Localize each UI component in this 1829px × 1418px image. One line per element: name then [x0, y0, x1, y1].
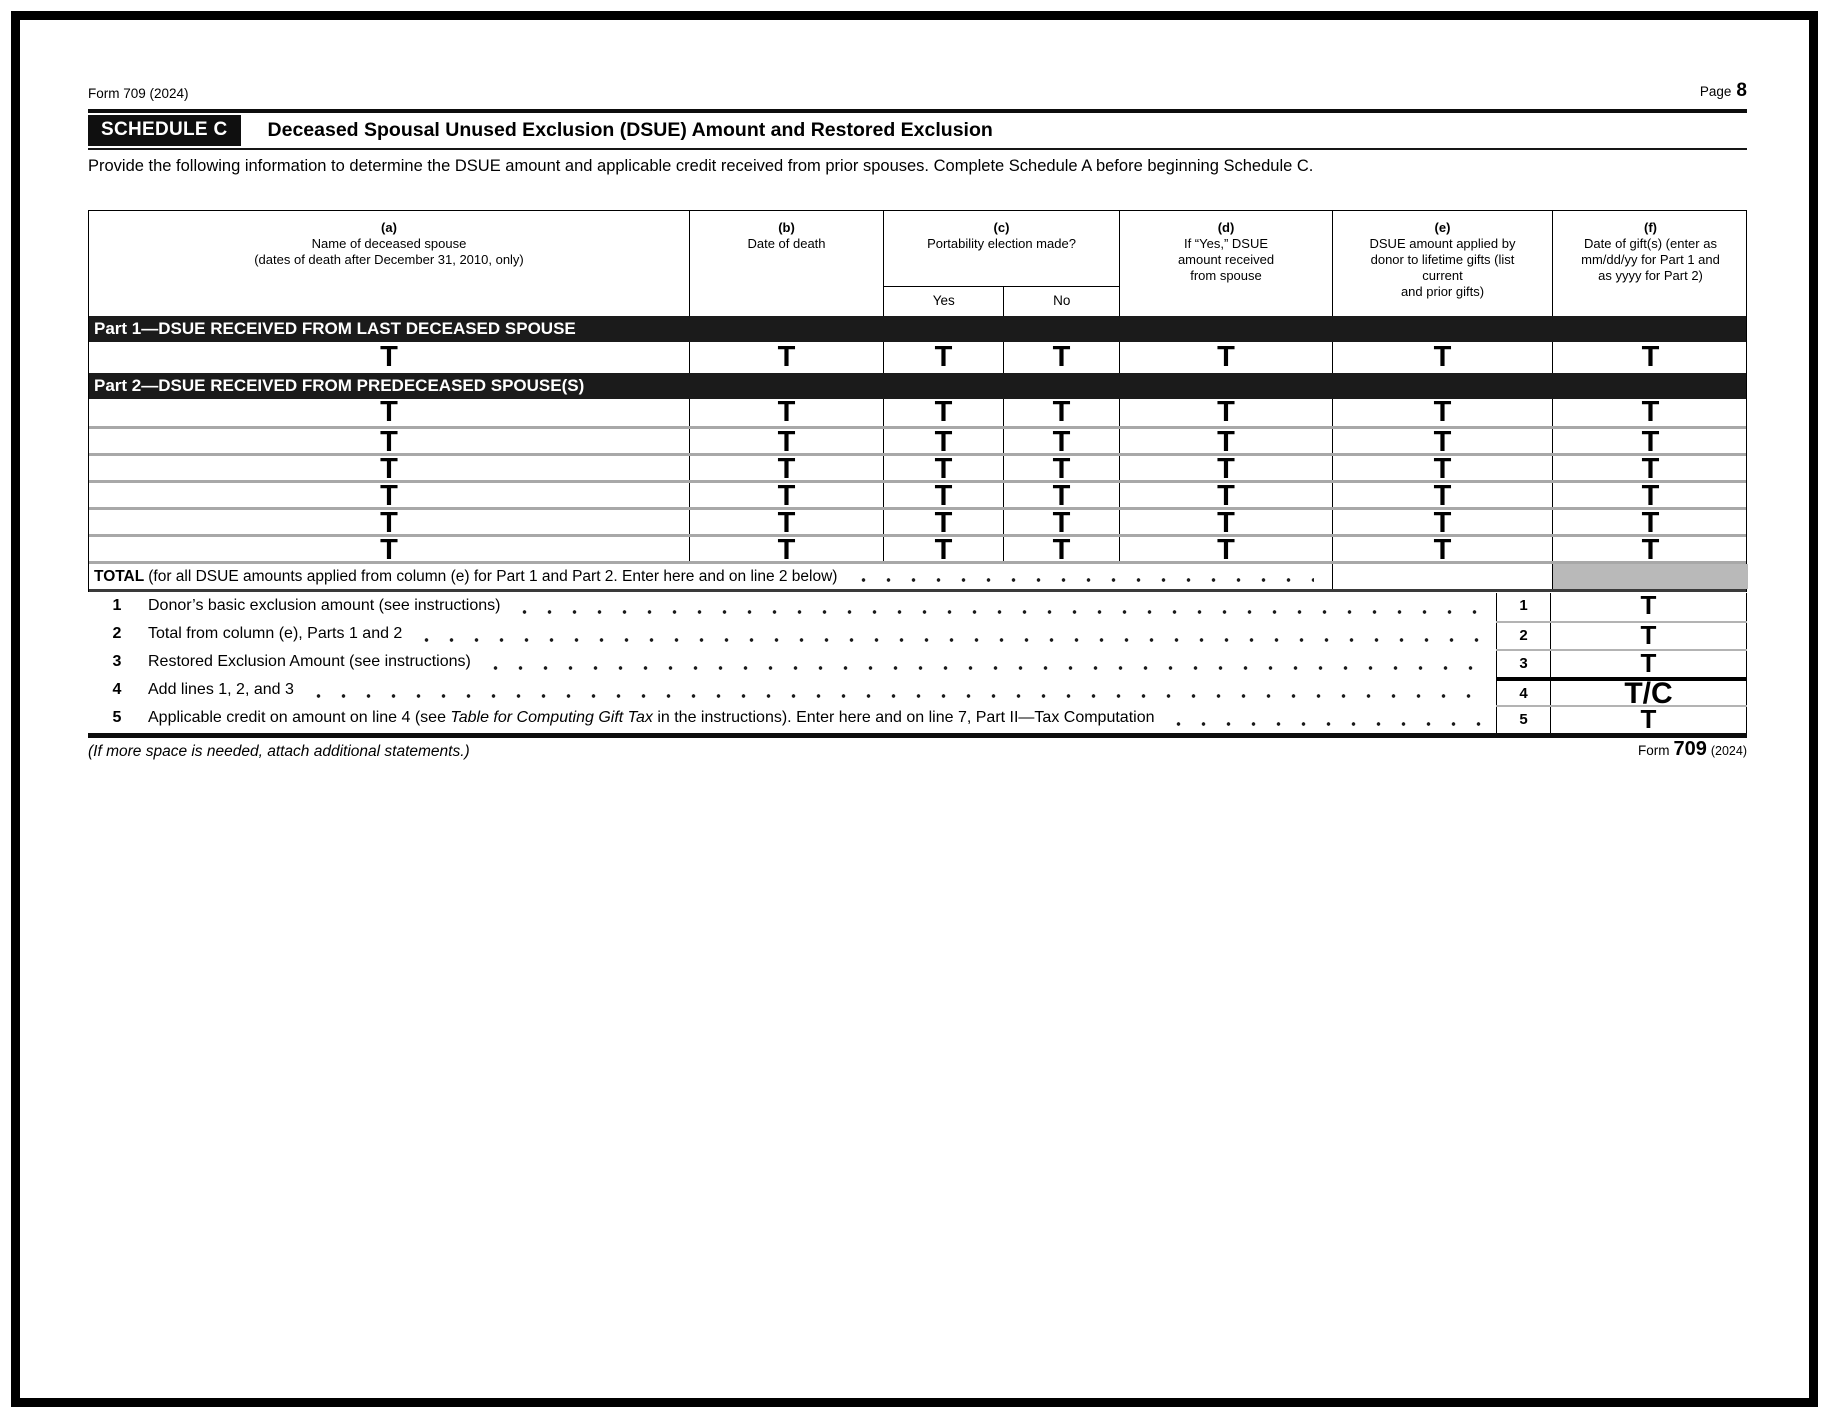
text-field-marker[interactable]: T/C [1624, 681, 1673, 705]
column-header-e [1332, 211, 1552, 316]
page-number [1700, 80, 1747, 102]
line-box-row-2 [1496, 621, 1747, 649]
line-box-row-1 [1496, 593, 1747, 621]
part2-row [89, 507, 1746, 534]
dot-leader [483, 653, 1481, 677]
part1-title: Part 1—DSUE RECEIVED FROM LAST DECEASED SPOUSE [94, 319, 576, 338]
dsue-field-cell[interactable] [689, 342, 883, 373]
text-field-marker[interactable]: T [1217, 429, 1235, 453]
part1-rows [89, 342, 1746, 373]
dsue-field-cell[interactable] [89, 510, 689, 534]
schedule-header [88, 113, 1747, 150]
line-number: 1 [112, 597, 122, 614]
schedule-label-badge: SCHEDULE C [88, 115, 241, 146]
text-field-marker[interactable]: T [777, 399, 796, 426]
text-field-marker[interactable]: T [1217, 483, 1235, 507]
text-field-marker[interactable]: T [1641, 429, 1660, 453]
column-header-c-main [884, 211, 1119, 286]
text-field-marker[interactable]: T [380, 537, 398, 561]
line-number-box: 5 [1496, 707, 1551, 733]
line-amount-field[interactable] [1551, 593, 1747, 621]
text-field-marker[interactable]: T [1052, 399, 1071, 426]
dsue-field-cell[interactable] [689, 510, 883, 534]
dsue-field-cell[interactable] [1119, 483, 1332, 507]
text-field-marker[interactable]: T [380, 456, 398, 480]
column-label-line: and prior gifts) [1400, 284, 1485, 299]
portability-yes-no-row [884, 286, 1119, 316]
yes-column-header: Yes [932, 293, 955, 308]
column-label-line: Date of death [747, 236, 826, 251]
total-label-bold: TOTAL [94, 567, 145, 585]
dsue-field-cell[interactable] [1552, 456, 1748, 480]
dsue-field-cell[interactable] [1003, 483, 1119, 507]
line-number: 4 [112, 681, 122, 698]
dsue-field-cell[interactable] [1332, 399, 1552, 426]
text-field-marker[interactable]: T [1641, 456, 1660, 480]
column-label-line: donor to lifetime gifts (list [1370, 252, 1515, 267]
part2-row [89, 426, 1746, 453]
text-field-marker[interactable]: T [1640, 593, 1657, 620]
text-field-marker[interactable]: T [1052, 456, 1071, 480]
text-field-marker[interactable]: T [1640, 707, 1657, 733]
text-field-marker[interactable]: T [934, 429, 953, 453]
text-field-marker[interactable]: T [1641, 399, 1660, 426]
line-label: Donor’s basic exclusion amount (see instructions) [148, 597, 501, 614]
form-id: Form 709 (2024) [88, 86, 189, 101]
table-header-row [89, 211, 1746, 316]
text-field-marker[interactable]: T [380, 399, 398, 426]
dsue-field-cell[interactable] [1119, 456, 1332, 480]
dsue-field-cell[interactable] [883, 483, 1003, 507]
total-label-rest: (for all DSUE amounts applied from column (e) for Part 1 and Part 2. Enter here and on line 2 below) [148, 567, 838, 585]
text-field-marker[interactable]: T [1052, 537, 1071, 561]
text-field-marker[interactable]: T [1640, 623, 1657, 649]
text-field-marker[interactable]: T [934, 456, 953, 480]
text-field-marker[interactable]: T [934, 399, 953, 426]
dsue-field-cell[interactable] [1332, 429, 1552, 453]
text-field-marker[interactable]: T [1641, 510, 1660, 534]
text-field-marker[interactable]: T [1641, 537, 1660, 561]
dsue-field-cell[interactable] [883, 456, 1003, 480]
dsue-field-cell[interactable] [1332, 456, 1552, 480]
dsue-field-cell[interactable] [689, 483, 883, 507]
dsue-field-cell[interactable] [1119, 537, 1332, 561]
text-field-marker[interactable]: T [777, 510, 796, 534]
column-key-b: (b) [778, 220, 795, 235]
lines-boxes [1496, 593, 1747, 733]
text-field-marker[interactable]: T [1052, 342, 1071, 373]
dsue-field-cell[interactable] [1003, 342, 1119, 373]
part2-header-bar [89, 373, 1746, 399]
dsue-field-cell[interactable] [1003, 399, 1119, 426]
dsue-field-cell[interactable] [1119, 510, 1332, 534]
dsue-field-cell[interactable] [883, 537, 1003, 561]
part2-row [89, 480, 1746, 507]
footer-form-number: 709 [1673, 738, 1707, 760]
column-label-line: Name of deceased spouse [311, 236, 467, 251]
dsue-field-cell[interactable] [883, 342, 1003, 373]
dsue-field-cell[interactable] [1332, 342, 1552, 373]
computation-lines [88, 593, 1747, 733]
line-number-box: 2 [1496, 623, 1551, 649]
footer-note: (If more space is needed, attach additional statements.) [88, 743, 470, 760]
text-field-marker[interactable]: T [380, 342, 398, 373]
dsue-field-cell[interactable] [689, 537, 883, 561]
footer-form-stamp [1638, 738, 1747, 761]
dsue-field-cell[interactable] [1119, 399, 1332, 426]
column-key-f: (f) [1644, 220, 1657, 235]
line-number-box: 1 [1496, 593, 1551, 621]
dsue-field-cell[interactable] [89, 399, 689, 426]
text-field-marker[interactable]: T [1052, 483, 1071, 507]
column-label-line: DSUE amount applied by [1369, 236, 1516, 251]
dot-leader [512, 597, 1481, 621]
dsue-field-cell[interactable] [1552, 483, 1748, 507]
line-label-italic: Table for Computing Gift Tax [450, 709, 653, 726]
column-label-line: from spouse [1190, 268, 1262, 283]
line-amount-field[interactable] [1551, 707, 1747, 733]
dsue-field-cell[interactable] [1332, 510, 1552, 534]
dsue-field-cell[interactable] [1552, 429, 1748, 453]
total-amount-field[interactable] [1332, 564, 1552, 589]
dsue-field-cell[interactable] [689, 429, 883, 453]
line-number-box: 4 [1496, 681, 1551, 705]
text-field-marker[interactable]: T [1217, 342, 1235, 373]
dsue-field-cell[interactable] [89, 537, 689, 561]
column-key-a: (a) [381, 220, 397, 235]
text-field-marker[interactable]: T [934, 510, 953, 534]
footer-form-year: (2024) [1710, 744, 1747, 758]
text-field-marker[interactable]: T [777, 537, 796, 561]
total-row [89, 561, 1746, 592]
line-label: Total from column (e), Parts 1 and 2 [148, 625, 403, 642]
schedule-instructions: Provide the following information to determine the DSUE amount and applicable credit received from prior spouses. Complete Schedule A before beginning Schedule C. [88, 157, 1314, 175]
part2-rows [89, 399, 1746, 561]
text-field-marker[interactable]: T [777, 456, 796, 480]
dsue-field-cell[interactable] [89, 456, 689, 480]
line-number: 5 [112, 709, 122, 726]
line-box-row-4 [1496, 677, 1747, 705]
dsue-field-cell[interactable] [1003, 456, 1119, 480]
page-label: Page [1699, 84, 1732, 99]
column-label-line: current [1422, 268, 1463, 283]
column-label-line: If “Yes,” DSUE [1183, 236, 1269, 251]
line-label-pre: Applicable credit on amount on line 4 (see [148, 709, 451, 726]
dsue-field-cell[interactable] [1332, 483, 1552, 507]
column-key-d: (d) [1217, 220, 1235, 235]
column-label-line: Date of gift(s) (enter as [1584, 236, 1717, 251]
text-field-marker[interactable]: T [1433, 510, 1452, 534]
text-field-marker[interactable]: T [934, 537, 953, 561]
text-field-marker[interactable]: T [1217, 537, 1235, 561]
column-key-c: (c) [993, 220, 1010, 235]
dot-leader [306, 681, 1481, 705]
part1-header-bar [89, 316, 1746, 342]
dsue-field-cell[interactable] [1119, 342, 1332, 373]
dsue-table [88, 210, 1747, 592]
text-field-marker[interactable]: T [1433, 483, 1452, 507]
dsue-field-cell[interactable] [1552, 537, 1748, 561]
dsue-field-cell[interactable] [1552, 342, 1748, 373]
line-amount-field[interactable] [1551, 681, 1747, 705]
text-field-marker[interactable]: T [1217, 456, 1235, 480]
text-field-marker[interactable]: T [1433, 429, 1452, 453]
column-header-a [89, 211, 689, 316]
column-header-b [689, 211, 883, 316]
dsue-field-cell[interactable] [1003, 537, 1119, 561]
dsue-field-cell[interactable] [883, 399, 1003, 426]
line-number: 2 [112, 625, 122, 642]
text-field-marker[interactable]: T [1052, 429, 1071, 453]
text-field-marker[interactable]: T [380, 510, 398, 534]
text-field-marker[interactable]: T [1433, 399, 1452, 426]
text-field-marker[interactable]: T [1640, 651, 1657, 677]
column-label-line: mm/dd/yy for Part 1 and [1581, 252, 1720, 267]
text-field-marker[interactable]: T [934, 483, 953, 507]
column-header-c [883, 211, 1119, 316]
text-field-marker[interactable]: T [934, 342, 953, 373]
text-field-marker[interactable]: T [777, 483, 796, 507]
dsue-field-cell[interactable] [1119, 429, 1332, 453]
dsue-field-cell[interactable] [89, 483, 689, 507]
text-field-marker[interactable]: T [380, 429, 398, 453]
dsue-field-cell[interactable] [89, 342, 689, 373]
dsue-field-cell[interactable] [1332, 537, 1552, 561]
column-label-line: Portability election made? [927, 236, 1076, 251]
total-label [89, 564, 1332, 589]
dsue-field-cell[interactable] [1552, 510, 1748, 534]
text-field-marker[interactable]: T [1217, 399, 1235, 426]
column-label-line: (dates of death after December 31, 2010, only) [254, 252, 524, 267]
no-column-header: No [1003, 287, 1119, 316]
text-field-marker[interactable]: T [380, 483, 398, 507]
column-key-e: (e) [1434, 220, 1451, 235]
page-number-value: 8 [1736, 80, 1747, 101]
dsue-field-cell[interactable] [883, 429, 1003, 453]
part2-row [89, 534, 1746, 561]
text-field-marker[interactable]: T [777, 342, 796, 373]
text-field-marker[interactable]: T [1217, 510, 1235, 534]
part2-row [89, 453, 1746, 480]
dsue-field-cell[interactable] [1552, 399, 1748, 426]
dsue-field-cell[interactable] [689, 456, 883, 480]
dsue-field-cell[interactable] [689, 399, 883, 426]
line-amount-field[interactable] [1551, 651, 1747, 677]
part1-row [89, 342, 1746, 373]
footer-form-label: Form [1637, 743, 1670, 758]
part2-title: Part 2—DSUE RECEIVED FROM PREDECEASED SPOUSE(S) [94, 376, 585, 395]
dsue-field-cell[interactable] [1003, 429, 1119, 453]
line-box-row-5 [1496, 705, 1747, 733]
text-field-marker[interactable]: T [1052, 510, 1071, 534]
text-field-marker[interactable]: T [777, 429, 796, 453]
text-field-marker[interactable]: T [1433, 537, 1452, 561]
dot-leader [1166, 709, 1481, 733]
dot-leader [851, 564, 1314, 589]
bottom-rule [88, 733, 1747, 738]
line-label-post: in the instructions). Enter here and on line 7, Part II—Tax Computation [652, 709, 1155, 726]
line-number: 3 [112, 653, 122, 670]
text-field-marker[interactable]: T [1433, 342, 1452, 373]
text-field-marker[interactable]: T [1641, 483, 1660, 507]
column-label-line: amount received [1177, 252, 1275, 267]
line-label: Restored Exclusion Amount (see instructions) [148, 653, 471, 670]
line-amount-field[interactable] [1551, 623, 1747, 649]
line-label [148, 709, 1154, 733]
schedule-title: Deceased Spousal Unused Exclusion (DSUE) Amount and Restored Exclusion [267, 119, 993, 141]
column-header-d [1119, 211, 1332, 316]
total-shaded-cell [1552, 564, 1748, 589]
dsue-field-cell[interactable] [89, 429, 689, 453]
line-number-box: 3 [1496, 651, 1551, 677]
text-field-marker[interactable]: T [1641, 342, 1660, 373]
part2-row [89, 399, 1746, 426]
dsue-field-cell[interactable] [1003, 510, 1119, 534]
dot-leader [414, 625, 1481, 649]
text-field-marker[interactable]: T [1433, 456, 1452, 480]
line-label: Add lines 1, 2, and 3 [148, 681, 294, 698]
column-label-line: as yyyy for Part 2) [1598, 268, 1703, 283]
column-header-f [1552, 211, 1748, 316]
line-box-row-3 [1496, 649, 1747, 677]
dsue-field-cell[interactable] [883, 510, 1003, 534]
